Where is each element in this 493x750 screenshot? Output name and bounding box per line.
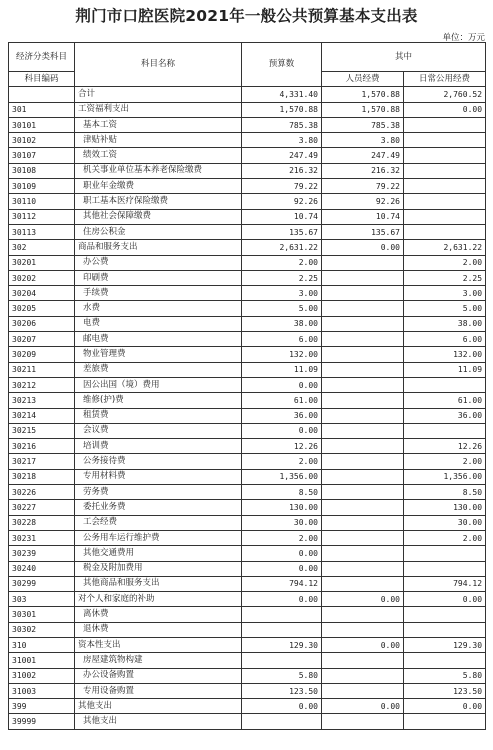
subject-name-cell: 专用材料费 xyxy=(75,469,242,484)
budget-cell: 1,570.88 xyxy=(242,102,322,117)
subject-name-cell: 劳务费 xyxy=(75,485,242,500)
subject-name-cell: 公务用车运行维护费 xyxy=(75,530,242,545)
personnel-cell: 0.00 xyxy=(322,592,404,607)
code-cell: 30228 xyxy=(9,515,75,530)
public-cell: 12.26 xyxy=(404,439,486,454)
code-cell: 310 xyxy=(9,637,75,652)
header-class-code: 经济分类科目 xyxy=(9,43,75,72)
code-cell: 31002 xyxy=(9,668,75,683)
table-row xyxy=(9,561,486,576)
public-cell: 30.00 xyxy=(404,515,486,530)
code-cell: 30212 xyxy=(9,377,75,392)
personnel-cell xyxy=(322,255,404,270)
budget-cell: 10.74 xyxy=(242,209,322,224)
code-cell xyxy=(9,87,75,102)
code-cell: 30239 xyxy=(9,546,75,561)
code-cell: 30206 xyxy=(9,316,75,331)
table-row xyxy=(9,515,486,530)
code-cell: 30227 xyxy=(9,500,75,515)
budget-cell: 11.09 xyxy=(242,362,322,377)
public-cell: 11.09 xyxy=(404,362,486,377)
public-cell: 36.00 xyxy=(404,408,486,423)
code-cell: 30205 xyxy=(9,301,75,316)
code-cell: 30240 xyxy=(9,561,75,576)
public-cell: 123.50 xyxy=(404,683,486,698)
subject-name-cell: 其他支出 xyxy=(75,714,242,729)
personnel-cell xyxy=(322,469,404,484)
table-row xyxy=(9,714,486,729)
budget-cell: 2,631.22 xyxy=(242,240,322,255)
personnel-cell xyxy=(322,423,404,438)
table-row xyxy=(9,546,486,561)
budget-cell xyxy=(242,607,322,622)
table-row xyxy=(9,163,486,178)
budget-cell: 0.00 xyxy=(242,699,322,714)
table-row xyxy=(9,653,486,668)
code-cell: 30202 xyxy=(9,270,75,285)
budget-cell: 130.00 xyxy=(242,500,322,515)
public-cell: 2,631.22 xyxy=(404,240,486,255)
public-cell: 130.00 xyxy=(404,500,486,515)
subject-name-cell: 其他社会保障缴费 xyxy=(75,209,242,224)
personnel-cell xyxy=(322,683,404,698)
budget-cell: 6.00 xyxy=(242,332,322,347)
public-cell xyxy=(404,377,486,392)
table-row xyxy=(9,699,486,714)
subject-name-cell: 津贴补贴 xyxy=(75,133,242,148)
header-public: 日常公用经费 xyxy=(404,72,486,87)
table-row xyxy=(9,255,486,270)
code-cell: 30107 xyxy=(9,148,75,163)
code-cell: 30101 xyxy=(9,117,75,132)
code-cell: 30211 xyxy=(9,362,75,377)
budget-cell: 2.00 xyxy=(242,255,322,270)
budget-cell: 3.00 xyxy=(242,286,322,301)
table-row xyxy=(9,469,486,484)
public-cell xyxy=(404,653,486,668)
table-row xyxy=(9,316,486,331)
public-cell: 1,356.00 xyxy=(404,469,486,484)
personnel-cell: 3.80 xyxy=(322,133,404,148)
personnel-cell: 79.22 xyxy=(322,179,404,194)
public-cell: 8.50 xyxy=(404,485,486,500)
header-code: 科目编码 xyxy=(9,72,75,87)
personnel-cell xyxy=(322,347,404,362)
personnel-cell xyxy=(322,622,404,637)
table-row xyxy=(9,500,486,515)
subject-name-cell: 印刷费 xyxy=(75,270,242,285)
personnel-cell xyxy=(322,377,404,392)
table-row xyxy=(9,301,486,316)
subject-name-cell: 其他交通费用 xyxy=(75,546,242,561)
code-cell: 30112 xyxy=(9,209,75,224)
code-cell: 30108 xyxy=(9,163,75,178)
public-cell: 5.00 xyxy=(404,301,486,316)
public-cell xyxy=(404,117,486,132)
personnel-cell xyxy=(322,714,404,729)
budget-cell xyxy=(242,622,322,637)
budget-cell xyxy=(242,714,322,729)
table-row xyxy=(9,179,486,194)
budget-cell: 12.26 xyxy=(242,439,322,454)
code-cell: 30226 xyxy=(9,485,75,500)
budget-cell: 2.00 xyxy=(242,454,322,469)
subject-name-cell: 办公设备购置 xyxy=(75,668,242,683)
public-cell xyxy=(404,163,486,178)
budget-cell: 2.00 xyxy=(242,530,322,545)
code-cell: 30217 xyxy=(9,454,75,469)
personnel-cell xyxy=(322,576,404,591)
public-cell xyxy=(404,546,486,561)
code-cell: 30302 xyxy=(9,622,75,637)
table-row xyxy=(9,270,486,285)
budget-cell xyxy=(242,653,322,668)
code-cell: 303 xyxy=(9,592,75,607)
personnel-cell xyxy=(322,653,404,668)
public-cell xyxy=(404,607,486,622)
personnel-cell xyxy=(322,439,404,454)
code-cell: 399 xyxy=(9,699,75,714)
subject-name-cell: 公务接待费 xyxy=(75,454,242,469)
budget-cell: 36.00 xyxy=(242,408,322,423)
subject-name-cell: 水费 xyxy=(75,301,242,316)
subject-name-cell: 会议费 xyxy=(75,423,242,438)
personnel-cell xyxy=(322,301,404,316)
subject-name-cell: 专用设备购置 xyxy=(75,683,242,698)
table-row xyxy=(9,408,486,423)
public-cell: 0.00 xyxy=(404,102,486,117)
budget-cell: 79.22 xyxy=(242,179,322,194)
code-cell: 30301 xyxy=(9,607,75,622)
subject-name-cell: 工资福利支出 xyxy=(75,102,242,117)
public-cell: 2,760.52 xyxy=(404,87,486,102)
table-row xyxy=(9,377,486,392)
table-row xyxy=(9,439,486,454)
budget-cell: 135.67 xyxy=(242,224,322,239)
public-cell: 794.12 xyxy=(404,576,486,591)
table-row xyxy=(9,194,486,209)
table-row xyxy=(9,362,486,377)
subject-name-cell: 资本性支出 xyxy=(75,637,242,652)
subject-name-cell: 维修(护)费 xyxy=(75,393,242,408)
personnel-cell xyxy=(322,515,404,530)
code-cell: 30216 xyxy=(9,439,75,454)
table-row xyxy=(9,683,486,698)
personnel-cell: 135.67 xyxy=(322,224,404,239)
subject-name-cell: 对个人和家庭的补助 xyxy=(75,592,242,607)
subject-name-cell: 退休费 xyxy=(75,622,242,637)
subject-name-cell: 住房公积金 xyxy=(75,224,242,239)
personnel-cell xyxy=(322,668,404,683)
budget-cell: 1,356.00 xyxy=(242,469,322,484)
public-cell: 2.00 xyxy=(404,255,486,270)
personnel-cell xyxy=(322,393,404,408)
code-cell: 301 xyxy=(9,102,75,117)
personnel-cell xyxy=(322,316,404,331)
public-cell: 2.25 xyxy=(404,270,486,285)
code-cell: 30201 xyxy=(9,255,75,270)
budget-cell: 8.50 xyxy=(242,485,322,500)
personnel-cell xyxy=(322,530,404,545)
subject-name-cell: 其他支出 xyxy=(75,699,242,714)
code-cell: 30207 xyxy=(9,332,75,347)
header-among: 其中 xyxy=(322,43,486,72)
table-row xyxy=(9,622,486,637)
subject-name-cell: 其他商品和服务支出 xyxy=(75,576,242,591)
budget-cell: 0.00 xyxy=(242,423,322,438)
subject-name-cell: 绩效工资 xyxy=(75,148,242,163)
budget-cell: 5.00 xyxy=(242,301,322,316)
table-row xyxy=(9,240,486,255)
personnel-cell xyxy=(322,454,404,469)
subject-name-cell: 工会经费 xyxy=(75,515,242,530)
table-row xyxy=(9,592,486,607)
public-cell: 0.00 xyxy=(404,699,486,714)
table-row xyxy=(9,607,486,622)
personnel-cell xyxy=(322,362,404,377)
subject-name-cell: 税金及附加费用 xyxy=(75,561,242,576)
budget-cell: 30.00 xyxy=(242,515,322,530)
budget-cell: 0.00 xyxy=(242,561,322,576)
code-cell: 30218 xyxy=(9,469,75,484)
budget-cell: 247.49 xyxy=(242,148,322,163)
code-cell: 39999 xyxy=(9,714,75,729)
subject-name-cell: 租赁费 xyxy=(75,408,242,423)
budget-cell: 794.12 xyxy=(242,576,322,591)
budget-cell: 3.80 xyxy=(242,133,322,148)
budget-cell: 5.80 xyxy=(242,668,322,683)
personnel-cell xyxy=(322,607,404,622)
public-cell xyxy=(404,561,486,576)
subject-name-cell: 手续费 xyxy=(75,286,242,301)
code-cell: 30109 xyxy=(9,179,75,194)
personnel-cell xyxy=(322,500,404,515)
personnel-cell: 1,570.88 xyxy=(322,102,404,117)
public-cell: 0.00 xyxy=(404,592,486,607)
personnel-cell xyxy=(322,546,404,561)
budget-cell: 129.30 xyxy=(242,637,322,652)
code-cell: 30231 xyxy=(9,530,75,545)
budget-table xyxy=(8,42,486,730)
personnel-cell: 216.32 xyxy=(322,163,404,178)
code-cell: 302 xyxy=(9,240,75,255)
table-row xyxy=(9,454,486,469)
public-cell xyxy=(404,714,486,729)
public-cell xyxy=(404,179,486,194)
subject-name-cell: 离休费 xyxy=(75,607,242,622)
public-cell xyxy=(404,133,486,148)
subject-name-cell: 合计 xyxy=(75,87,242,102)
budget-cell: 785.38 xyxy=(242,117,322,132)
public-cell xyxy=(404,209,486,224)
table-row xyxy=(9,209,486,224)
subject-name-cell: 职业年金缴费 xyxy=(75,179,242,194)
public-cell: 132.00 xyxy=(404,347,486,362)
code-cell: 30214 xyxy=(9,408,75,423)
table-row xyxy=(9,117,486,132)
code-cell: 30213 xyxy=(9,393,75,408)
public-cell xyxy=(404,423,486,438)
budget-cell: 216.32 xyxy=(242,163,322,178)
public-cell: 5.80 xyxy=(404,668,486,683)
personnel-cell xyxy=(322,561,404,576)
table-row xyxy=(9,133,486,148)
budget-cell: 61.00 xyxy=(242,393,322,408)
table-row xyxy=(9,530,486,545)
personnel-cell: 785.38 xyxy=(322,117,404,132)
code-cell: 31003 xyxy=(9,683,75,698)
budget-cell: 92.26 xyxy=(242,194,322,209)
code-cell: 31001 xyxy=(9,653,75,668)
personnel-cell xyxy=(322,332,404,347)
budget-cell: 0.00 xyxy=(242,377,322,392)
code-cell: 30110 xyxy=(9,194,75,209)
personnel-cell: 10.74 xyxy=(322,209,404,224)
public-cell: 3.00 xyxy=(404,286,486,301)
public-cell xyxy=(404,194,486,209)
personnel-cell: 247.49 xyxy=(322,148,404,163)
public-cell: 2.00 xyxy=(404,454,486,469)
budget-cell: 4,331.40 xyxy=(242,87,322,102)
table-row xyxy=(9,423,486,438)
subject-name-cell: 商品和服务支出 xyxy=(75,240,242,255)
personnel-cell xyxy=(322,408,404,423)
table-row xyxy=(9,286,486,301)
subject-name-cell: 委托业务费 xyxy=(75,500,242,515)
budget-cell: 132.00 xyxy=(242,347,322,362)
personnel-cell xyxy=(322,485,404,500)
table-row xyxy=(9,148,486,163)
table-row xyxy=(9,637,486,652)
document-title: 荆门市口腔医院2021年一般公共预算基本支出表 xyxy=(75,7,418,25)
personnel-cell: 1,570.88 xyxy=(322,87,404,102)
budget-cell: 0.00 xyxy=(242,546,322,561)
personnel-cell: 0.00 xyxy=(322,699,404,714)
code-cell: 30102 xyxy=(9,133,75,148)
public-cell: 6.00 xyxy=(404,332,486,347)
personnel-cell xyxy=(322,270,404,285)
public-cell: 2.00 xyxy=(404,530,486,545)
code-cell: 30299 xyxy=(9,576,75,591)
subject-name-cell: 机关事业单位基本养老保险缴费 xyxy=(75,163,242,178)
budget-table-body xyxy=(9,43,486,730)
subject-name-cell: 基本工资 xyxy=(75,117,242,132)
code-cell: 30113 xyxy=(9,224,75,239)
subject-name-cell: 电费 xyxy=(75,316,242,331)
subject-name-cell: 差旅费 xyxy=(75,362,242,377)
personnel-cell: 0.00 xyxy=(322,637,404,652)
budget-cell: 2.25 xyxy=(242,270,322,285)
header-personnel: 人员经费 xyxy=(322,72,404,87)
public-cell: 38.00 xyxy=(404,316,486,331)
table-row xyxy=(9,332,486,347)
public-cell xyxy=(404,622,486,637)
personnel-cell: 0.00 xyxy=(322,240,404,255)
unit-label: 单位：万元 xyxy=(442,33,485,43)
public-cell: 61.00 xyxy=(404,393,486,408)
subject-name-cell: 房屋建筑物构建 xyxy=(75,653,242,668)
code-cell: 30204 xyxy=(9,286,75,301)
budget-cell: 0.00 xyxy=(242,592,322,607)
table-row xyxy=(9,224,486,239)
subject-name-cell: 邮电费 xyxy=(75,332,242,347)
subject-name-cell: 职工基本医疗保险缴费 xyxy=(75,194,242,209)
subject-name-cell: 物业管理费 xyxy=(75,347,242,362)
personnel-cell: 92.26 xyxy=(322,194,404,209)
public-cell xyxy=(404,224,486,239)
header-subject-name: 科目名称 xyxy=(75,43,242,87)
subject-name-cell: 培训费 xyxy=(75,439,242,454)
table-row xyxy=(9,87,486,102)
budget-cell: 123.50 xyxy=(242,683,322,698)
table-row xyxy=(9,102,486,117)
public-cell: 129.30 xyxy=(404,637,486,652)
public-cell xyxy=(404,148,486,163)
header-budget: 预算数 xyxy=(242,43,322,87)
table-row xyxy=(9,393,486,408)
header-row-1 xyxy=(9,43,486,72)
table-row xyxy=(9,576,486,591)
code-cell: 30209 xyxy=(9,347,75,362)
table-row xyxy=(9,347,486,362)
personnel-cell xyxy=(322,286,404,301)
table-row xyxy=(9,668,486,683)
subject-name-cell: 因公出国（境）费用 xyxy=(75,377,242,392)
code-cell: 30215 xyxy=(9,423,75,438)
subject-name-cell: 办公费 xyxy=(75,255,242,270)
budget-cell: 38.00 xyxy=(242,316,322,331)
table-row xyxy=(9,485,486,500)
